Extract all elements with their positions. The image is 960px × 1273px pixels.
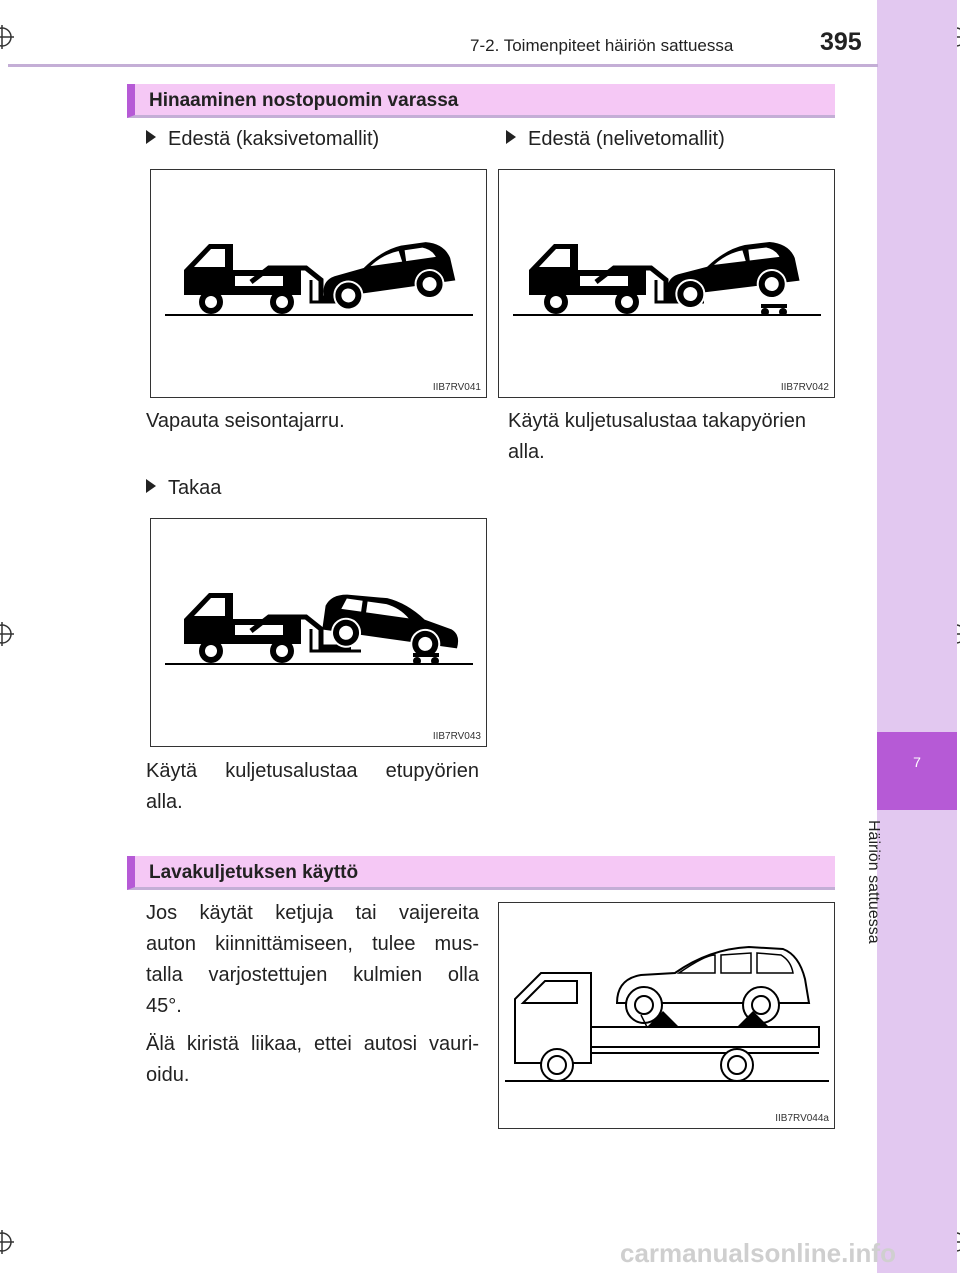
text-dolly-rear-line2: alla.: [508, 441, 545, 463]
header-rule: [8, 64, 878, 67]
registration-mark-mid-left: [0, 622, 14, 646]
section-heading-flatbed: [127, 856, 835, 890]
figure-code: IIB7RV041: [432, 382, 481, 393]
text-dolly-rear-line1: Käytä kuljetusalustaa takapyörien: [508, 410, 806, 432]
text-dolly-front-line2: alla.: [146, 791, 183, 813]
chapter-title: Häiriön sattuessa: [865, 820, 882, 944]
figure-code: IIB7RV043: [432, 731, 481, 742]
text-overtighten-line1: Älä kiristä liikaa, ettei autosi vauri-: [146, 1033, 479, 1055]
figure-tow-front-2wd: [150, 169, 487, 398]
figure-tow-rear: [150, 518, 487, 747]
tow-truck-illustration: [151, 170, 488, 399]
text-release-parking-brake: Vapauta seisontajarru.: [146, 410, 345, 432]
triangle-bullet-icon: [146, 130, 156, 144]
chapter-side-tab: [877, 0, 957, 1273]
watermark: carmanualsonline.info: [620, 1238, 896, 1268]
text-overtighten-line2: oidu.: [146, 1064, 190, 1086]
registration-mark-bottom-left: [0, 1230, 14, 1254]
tow-truck-dolly-illustration: [499, 170, 836, 399]
section-heading-towing: [127, 84, 835, 118]
flatbed-truck-illustration: [499, 903, 836, 1130]
figure-code: IIB7RV044a: [775, 1113, 829, 1124]
tow-truck-rear-illustration: [151, 519, 488, 748]
running-header: 7-2. Toimenpiteet häiriön sattuessa: [470, 36, 734, 55]
section-heading-text: Hinaaminen nostopuomin varassa: [149, 90, 459, 111]
text-chains-line4: 45°.: [146, 995, 182, 1017]
chapter-number: 7: [913, 754, 921, 770]
subheading-rear: Takaa: [146, 477, 221, 500]
figure-flatbed: [498, 902, 835, 1129]
triangle-bullet-icon: [146, 479, 156, 493]
triangle-bullet-icon: [506, 130, 516, 144]
page-number: 395: [820, 28, 862, 56]
text-dolly-front-line1: Käytä kuljetusalustaa etupyörien: [146, 760, 479, 782]
registration-mark-top-left: [0, 25, 14, 49]
chapter-number-box: [877, 732, 957, 810]
text-chains-line3: talla varjostettujen kulmien olla: [146, 964, 479, 986]
subheading-front-2wd: Edestä (kaksivetomallit): [146, 128, 379, 151]
text-chains-line2: auton kiinnittämiseen, tulee mus-: [146, 933, 479, 955]
figure-tow-front-4wd: [498, 169, 835, 398]
subheading-front-4wd: Edestä (nelivetomallit): [506, 128, 725, 151]
section-heading-text: Lavakuljetuksen käyttö: [149, 862, 359, 883]
figure-code: IIB7RV042: [780, 382, 829, 393]
chapter-title-vertical: [865, 820, 908, 970]
text-chains-line1: Jos käytät ketjuja tai vaijereita: [146, 902, 479, 924]
